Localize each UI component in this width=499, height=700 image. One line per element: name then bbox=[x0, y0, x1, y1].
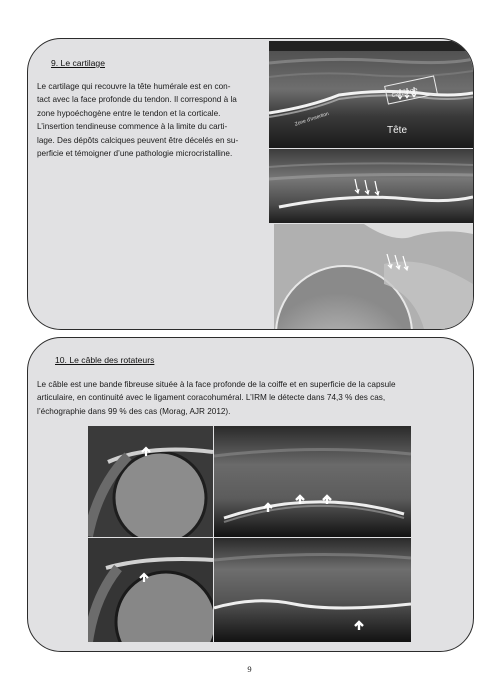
text-line: tact avec la face profonde du tendon. Il correspond à la bbox=[37, 95, 237, 105]
text-line: L’insertion tendineuse commence à la limite du carti- bbox=[37, 122, 228, 132]
ultrasound-image-cartilage bbox=[269, 41, 473, 148]
mri-image-coronal bbox=[88, 426, 213, 537]
text-line: Le câble est une bande fibreuse située à la face profonde de la coiffe et en superficie de la capsule bbox=[37, 380, 396, 389]
ultrasound-image-cable bbox=[214, 426, 411, 537]
text-line: l’échographie dans 99 % des cas (Morag, AJR 2012). bbox=[37, 406, 231, 416]
xray-image-shoulder bbox=[274, 224, 473, 329]
page-number: 9 bbox=[247, 664, 252, 674]
section-title: 9. Le cartilage bbox=[51, 58, 105, 68]
section-card-cartilage bbox=[27, 38, 474, 330]
text-line: Le cartilage qui recouvre la tête humérale est en con- bbox=[37, 82, 231, 91]
text-line: perficie et témoigner d’une pathologie microcristalline. bbox=[37, 149, 233, 159]
section-title: 10. Le câble des rotateurs bbox=[55, 355, 155, 365]
section-card-rotator-cable bbox=[27, 337, 474, 652]
section-paragraph bbox=[37, 80, 238, 160]
head-label: Tête bbox=[387, 125, 408, 136]
ultrasound-image-cable-2 bbox=[214, 538, 411, 642]
insertion-zone-label: Zone d'insertion bbox=[294, 110, 330, 128]
text-line: articulaire, en continuité avec le ligament coracohuméral. L’IRM le détecte dans 74,3 % des cas, bbox=[37, 393, 386, 403]
mri-image-coronal-2 bbox=[88, 538, 213, 642]
text-line: zone hypoéchogène entre le tendon et la corticale. bbox=[37, 108, 221, 118]
section-paragraph bbox=[37, 378, 396, 418]
text-line: lage. Des dépôts calciques peuvent être décelés en su- bbox=[37, 135, 239, 145]
cartilage-label: cartilage bbox=[391, 86, 419, 100]
ultrasound-image-calcific-deposit bbox=[269, 149, 473, 223]
